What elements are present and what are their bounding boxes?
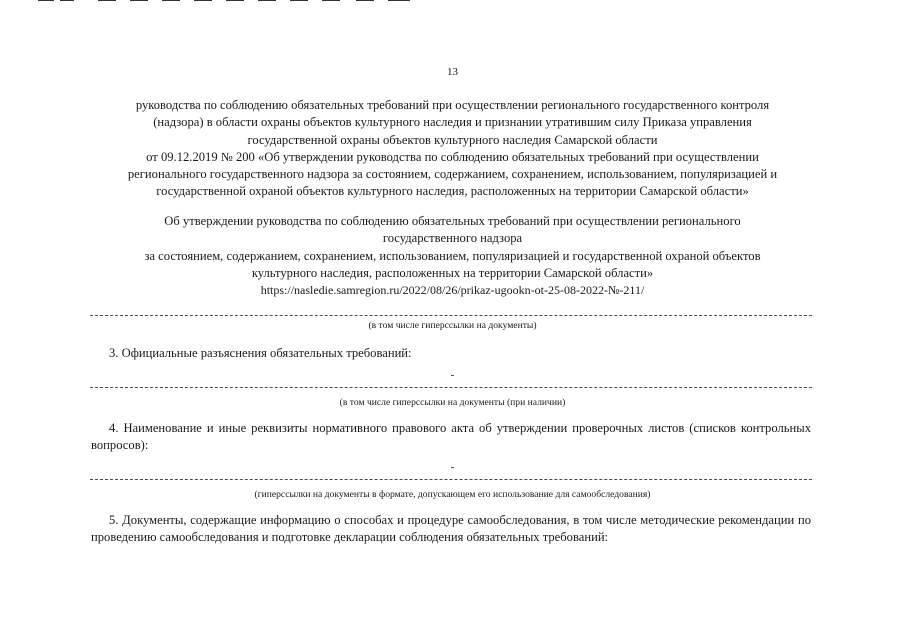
title-line: руководства по соблюдению обязательных требований при осуществлении регионального государственного контроля xyxy=(135,98,770,112)
title-line: от 09.12.2019 № 200 «Об утверждении руководства по соблюдению обязательных требований при осуществлении xyxy=(146,149,759,164)
page-number: 13 xyxy=(447,66,458,78)
guide-line: государственного надзора xyxy=(382,231,523,246)
caption-hyperlinks: (в том числе гиперссылки на документы) xyxy=(368,320,537,331)
guide-line: культурного наследия, расположенных на территории Самарской области» xyxy=(251,265,654,280)
title-line: регионального государственного надзора за состоянием, содержанием, сохранением, использованием, популяризацией и xyxy=(127,167,778,182)
section-5-heading: 5. Документы, содержащие информацию о способах и процедуре самообследования, в том числе методические рекомендации по проведению самообследования и подготовке декларации соблюдения обязательных требований: xyxy=(91,513,811,544)
top-dashed-line xyxy=(38,0,418,3)
fill-line-1 xyxy=(90,315,812,316)
section-3-placeholder: - xyxy=(450,369,455,381)
title-line: государственной охраной объектов культурного наследия, расположенных на территории Самарской области» xyxy=(156,184,749,199)
section-4-heading: 4. Наименование и иные реквизиты нормативного правового акта об утверждении проверочных листов (списков контрольных вопросов): xyxy=(91,421,811,452)
title-line: государственной охраны объектов культурного наследия Самарской области xyxy=(247,132,658,147)
guide-reference-block xyxy=(95,213,810,299)
guide-line: Об утверждении руководства по соблюдению обязательных требований при осуществлении регионального xyxy=(164,214,741,228)
title-line: (надзора) в области охраны объектов культурного наследия и признании утратившим силу Приказа управления xyxy=(153,115,752,130)
document-title-block xyxy=(95,97,810,201)
document-url-link[interactable]: https://nasledie.samregion.ru/2022/08/26/prikaz-ugookn-ot-25-08-2022-№-211/ xyxy=(260,283,645,298)
section-4-placeholder: - xyxy=(450,461,455,473)
caption-hyperlinks-optional: (в том числе гиперссылки на документы (при наличии) xyxy=(339,397,566,408)
section-3-heading: 3. Официальные разъяснения обязательных требований: xyxy=(109,346,412,360)
fill-line-2 xyxy=(90,387,812,388)
fill-line-3 xyxy=(90,479,812,480)
guide-line: за состоянием, содержанием, сохранением, использованием, популяризацией и государственной охраной объектов xyxy=(144,248,761,263)
caption-self-assessment-format: (гиперссылки на документы в формате, допускающем его использование для самообследования) xyxy=(254,489,651,500)
